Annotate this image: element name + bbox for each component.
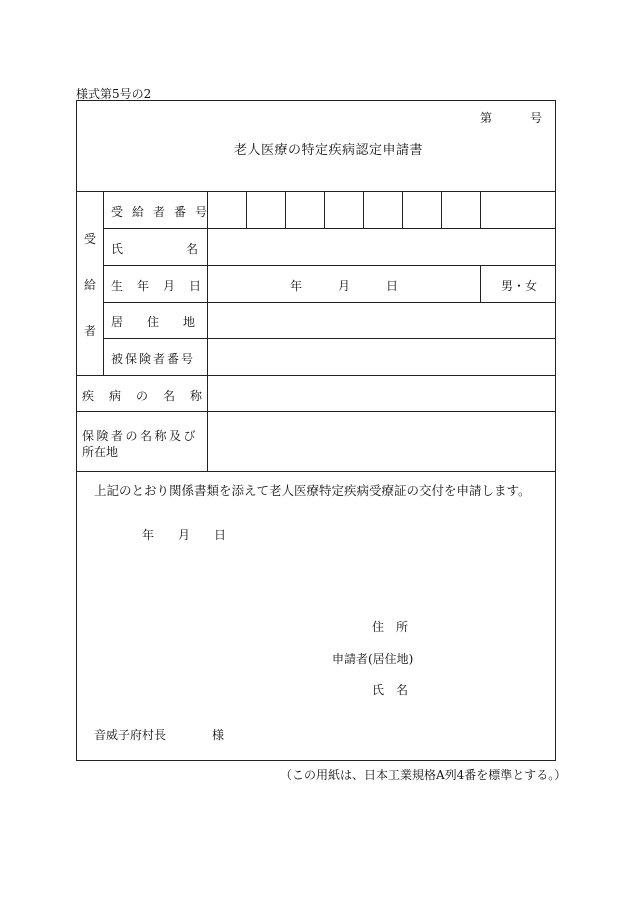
divider-line <box>103 191 104 375</box>
insurer-label-line2: 所在地 <box>82 445 119 459</box>
birth-year-unit: 年 <box>290 279 303 293</box>
page-title: 老人医療の特定疾病認定申請書 <box>234 143 424 158</box>
honorific: 様 <box>212 728 225 742</box>
gender-field: 男・女 <box>501 279 538 293</box>
birth-month-unit: 月 <box>338 279 351 293</box>
addressee: 音威子府村長 <box>94 728 167 742</box>
gender-divider <box>480 265 481 302</box>
recipient-label-char: 給 <box>84 278 97 292</box>
birth-day-unit: 日 <box>386 279 399 293</box>
date-day-unit: 日 <box>214 528 227 542</box>
applicant-address-label: 住 所 <box>372 620 409 634</box>
name-label-char: 氏 <box>111 242 124 256</box>
number-prefix: 第 <box>480 111 493 125</box>
applicant-name-label: 氏 名 <box>372 683 409 697</box>
number-box-divider <box>441 191 442 228</box>
number-box-divider <box>363 191 364 228</box>
insurer-label: 保険者の名称及び <box>82 429 199 443</box>
divider-line <box>103 265 556 266</box>
recipient-number-label: 受給者番号 <box>111 205 217 219</box>
recipient-label-char: 受 <box>84 232 97 246</box>
date-month-unit: 月 <box>178 528 191 542</box>
number-box-divider <box>480 191 481 228</box>
number-box-divider <box>246 191 247 228</box>
number-suffix: 号 <box>530 111 543 125</box>
divider-line <box>76 411 556 412</box>
recipient-label-char: 者 <box>84 324 97 338</box>
divider-line <box>76 471 556 472</box>
divider-line <box>207 191 208 471</box>
insured-number-label: 被保険者番号 <box>111 352 196 366</box>
applicant-label: 申請者(居住地) <box>332 652 414 666</box>
divider-line <box>103 338 556 339</box>
birthdate-label: 生年月日 <box>111 279 216 293</box>
address-label: 居 住 地 <box>111 315 196 329</box>
paper-size-note: （この用紙は、日本工業規格A列4番を標準とする。） <box>280 768 567 782</box>
divider-line <box>76 191 556 192</box>
name-label-char: 名 <box>186 242 199 256</box>
divider-line <box>103 228 556 229</box>
divider-line <box>76 375 556 376</box>
form-number: 様式第5号の2 <box>76 87 152 101</box>
divider-line <box>103 302 556 303</box>
name-label <box>111 240 198 257</box>
date-year-unit: 年 <box>142 528 155 542</box>
number-box-divider <box>402 191 403 228</box>
number-box-divider <box>285 191 286 228</box>
number-box-divider <box>324 191 325 228</box>
application-statement: 上記のとおり関係書類を添えて老人医療特定疾病受療証の交付を申請します。 <box>94 483 531 498</box>
disease-name-label: 疾病の名称 <box>82 389 218 403</box>
